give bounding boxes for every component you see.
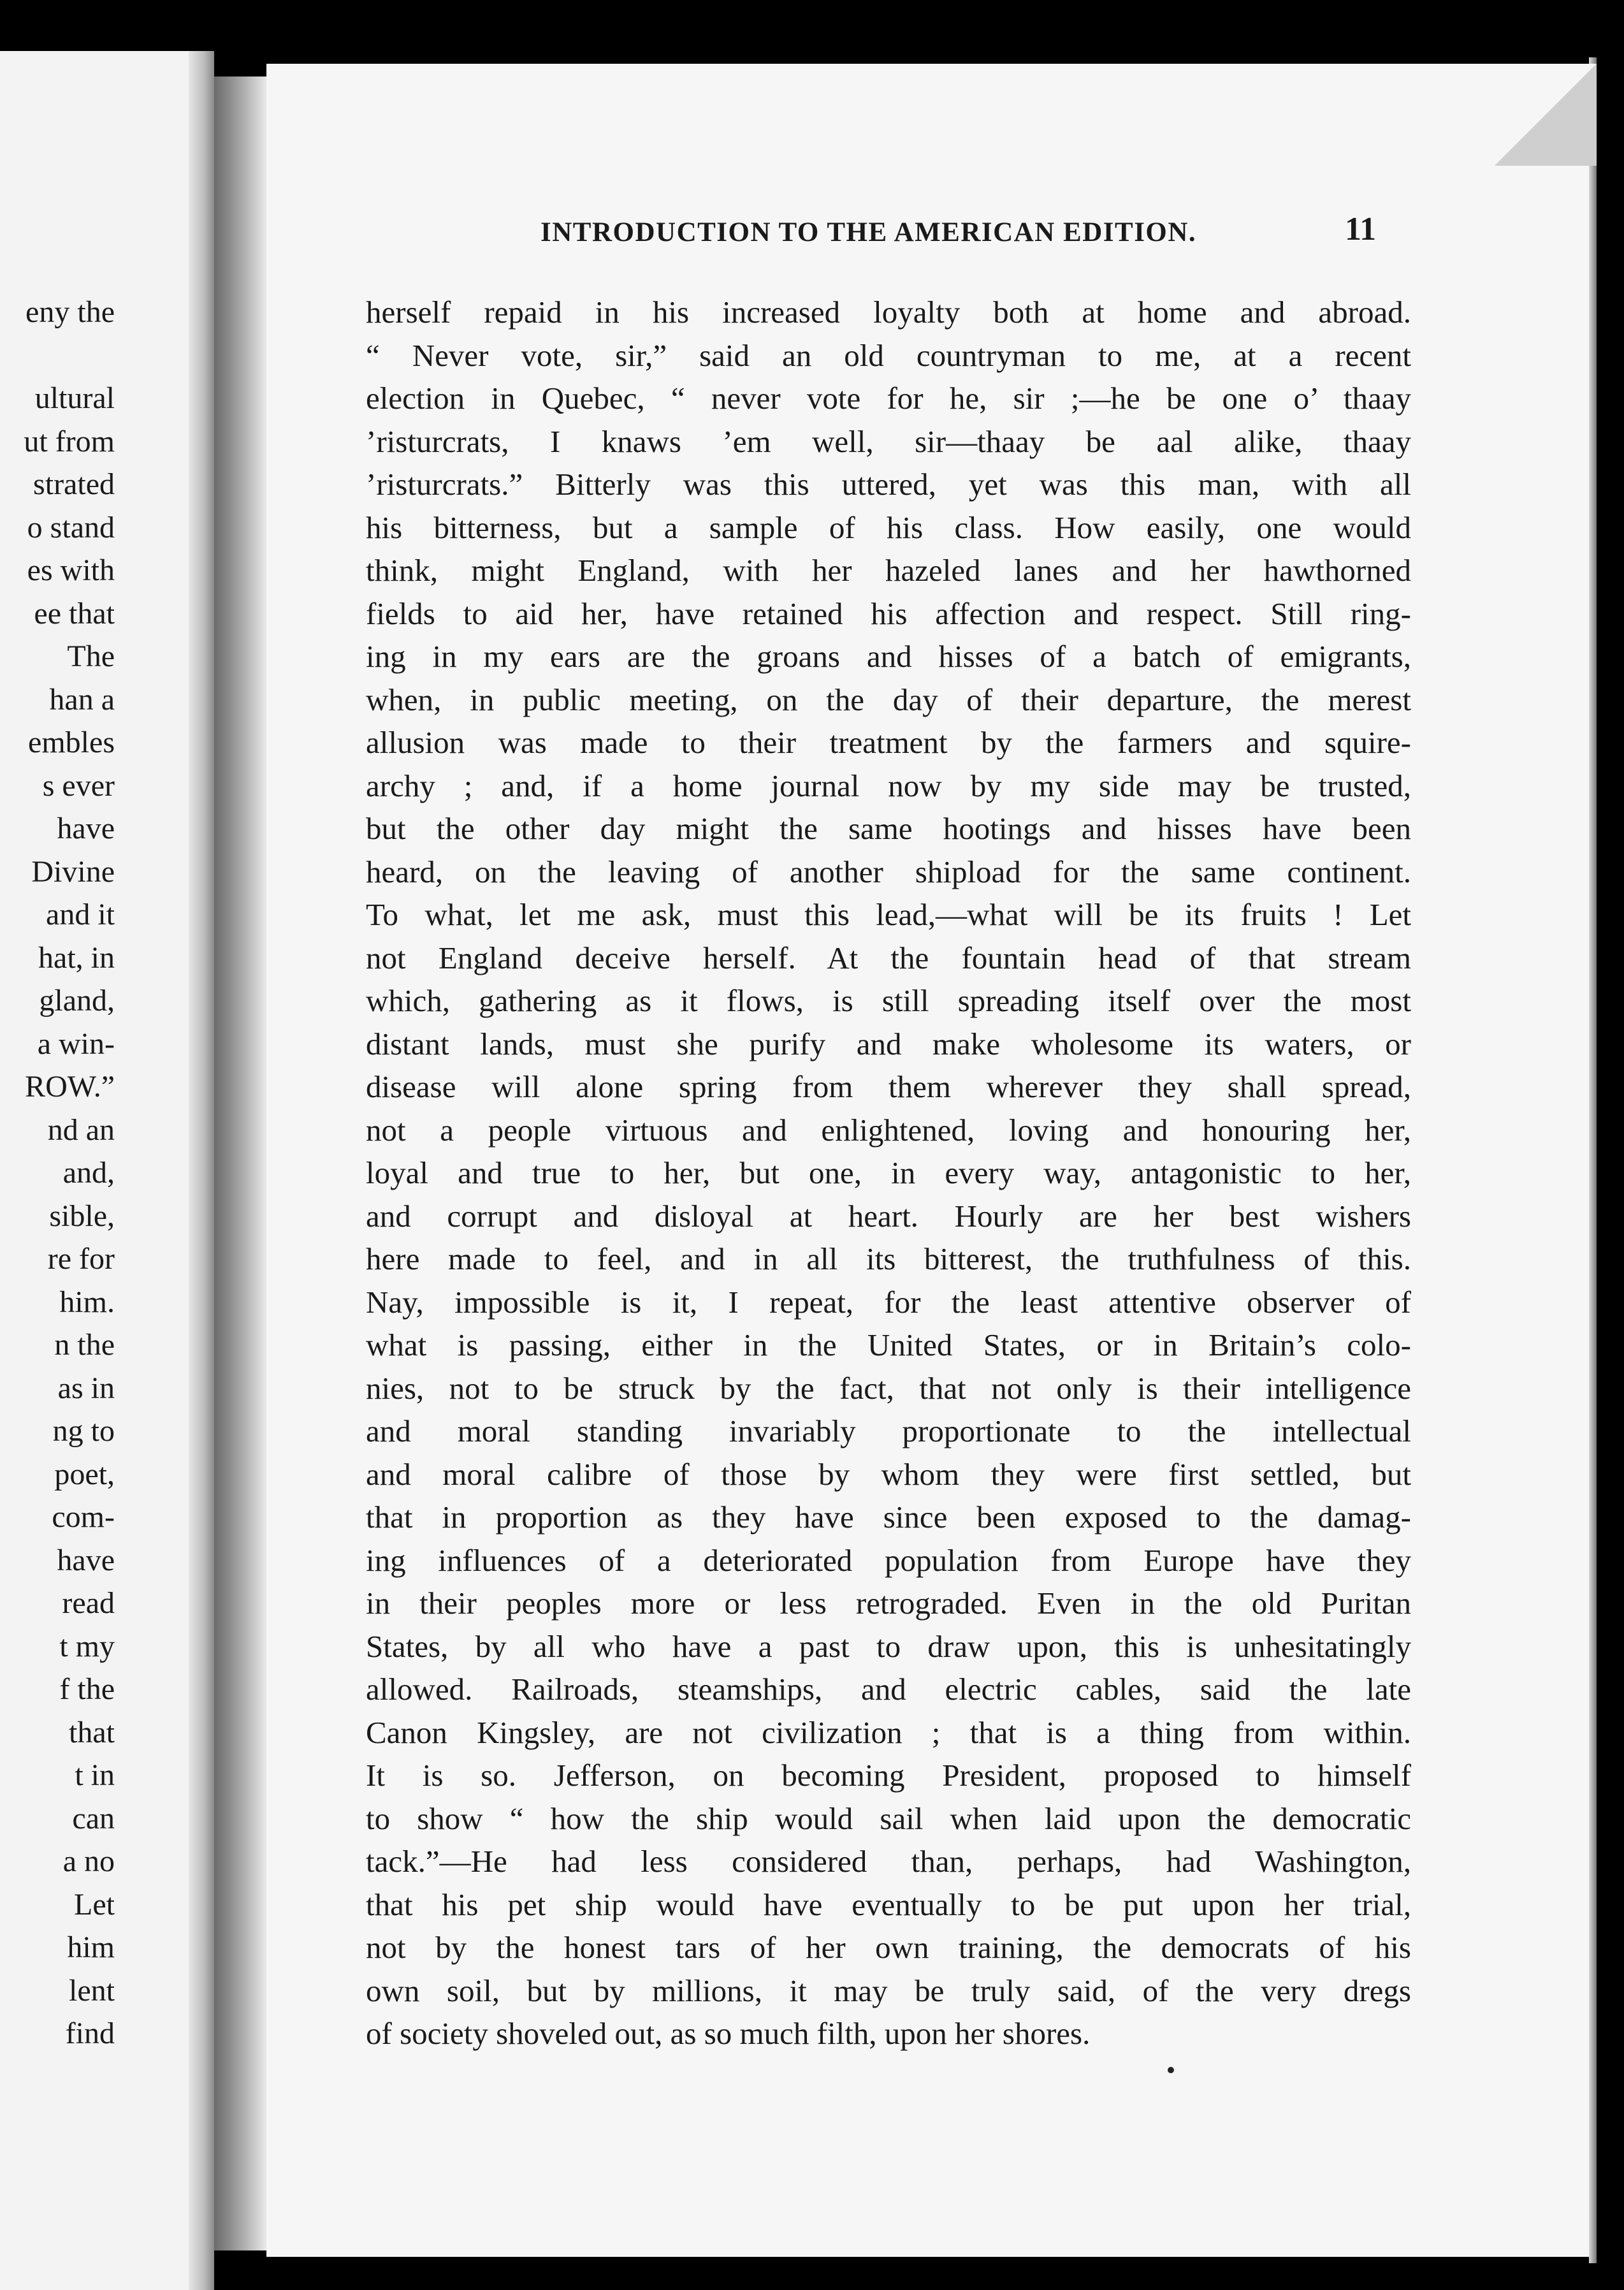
text-line: It is so. Jefferson, on becoming President, proposed to himself <box>366 1758 1411 1793</box>
folded-page-corner <box>1495 64 1597 166</box>
text-line: disease will alone spring from them wherever they shall spread, <box>366 1069 1411 1104</box>
previous-page-fragment: as in <box>57 1371 115 1405</box>
previous-page-fragment: sible, <box>49 1199 115 1233</box>
previous-page-fragment: com- <box>52 1500 115 1534</box>
previous-page-fragment: have <box>57 1543 115 1577</box>
previous-page-fragment: him. <box>59 1285 115 1319</box>
text-line: heard, on the leaving of another shipload for the same continent. <box>366 854 1411 889</box>
previous-page-fragment: read <box>62 1586 115 1620</box>
text-line: but the other day might the same hootings and hisses have been <box>366 811 1411 846</box>
previous-page-fragment: re for <box>47 1242 115 1276</box>
text-line: when, in public meeting, on the day of their departure, the merest <box>366 682 1411 717</box>
text-line: ing influences of a deteriorated population from Europe have they <box>366 1542 1411 1578</box>
previous-page-fragment: have <box>57 812 115 845</box>
text-line: and moral calibre of those by whom they were first settled, but <box>366 1456 1411 1492</box>
previous-page-fragment: and, <box>62 1156 115 1190</box>
text-line: think, might England, with her hazeled lanes and her hawthorned <box>366 553 1411 588</box>
text-line: election in Quebec, “ never vote for he, sir ;—he be one o’ thaay <box>366 381 1411 416</box>
previous-page-fragment: find <box>65 2017 115 2050</box>
text-line: Canon Kingsley, are not civilization ; that is a thing from within. <box>366 1714 1411 1750</box>
previous-page-fragment: a no <box>62 1844 115 1878</box>
text-line: ’risturcrats, I knaws ’em well, sir—thaay be aal alike, thaay <box>366 423 1411 459</box>
previous-page-fragment: ultural <box>34 381 115 415</box>
text-line: allusion was made to their treatment by the farmers and squire- <box>366 725 1411 760</box>
previous-page-fragment: a win- <box>37 1026 115 1061</box>
previous-page-fragment: lent <box>69 1973 115 2008</box>
previous-page-fragment: can <box>72 1801 115 1835</box>
previous-page-fragment: and it <box>46 898 115 931</box>
previous-page-fragment: eny the <box>25 295 115 329</box>
previous-page-fragment: t in <box>75 1758 115 1792</box>
text-line: own soil, but by millions, it may be truly said, of the very dregs <box>366 1973 1411 2008</box>
text-line: here made to feel, and in all its bitterest, the truthfulness of this. <box>366 1241 1411 1276</box>
book-gutter-shadow <box>214 77 268 2250</box>
previous-page-fragment: n the <box>54 1328 115 1362</box>
text-line: that his pet ship would have eventually to be put upon her trial, <box>366 1886 1411 1922</box>
previous-page-fragment: Divine <box>31 854 115 889</box>
text-line: to show “ how the ship would sail when laid upon the democratic <box>366 1800 1411 1836</box>
body-text <box>366 291 1411 2055</box>
text-line: archy ; and, if a home journal now by my side may be trusted, <box>366 768 1411 803</box>
previous-page-fragment: o stand <box>27 510 115 544</box>
previous-page-fragment: ee that <box>34 596 115 631</box>
previous-page-fragment: hat, in <box>38 940 115 975</box>
text-line: in their peoples more or less retrograded. Even in the old Puritan <box>366 1586 1411 1621</box>
previous-page-fragment: ng to <box>52 1414 115 1448</box>
text-line: States, by all who have a past to draw upon, this is unhesitatingly <box>366 1628 1411 1664</box>
text-line: To what, let me ask, must this lead,—what will be its fruits ! Let <box>366 897 1411 932</box>
text-line: nies, not to be struck by the fact, that not only is their intelligence <box>366 1370 1411 1406</box>
text-line: “ Never vote, sir,” said an old countryman to me, at a recent <box>366 337 1411 373</box>
previous-page-fragment: han a <box>49 682 115 717</box>
page-number: 11 <box>1345 211 1377 247</box>
text-line: herself repaid in his increased loyalty both at home and abroad. <box>366 295 1411 330</box>
text-line: not a people virtuous and enlightened, loving and honouring her, <box>366 1112 1411 1148</box>
previous-page-fragment: Let <box>74 1887 115 1922</box>
text-line: distant lands, must she purify and make wholesome its waters, or <box>366 1026 1411 1061</box>
previous-page-fragment: nd an <box>47 1112 115 1147</box>
text-line: fields to aid her, have retained his affection and respect. Still ring- <box>366 595 1411 631</box>
ink-speck <box>1168 2067 1174 2073</box>
previous-page-edge <box>189 51 214 2290</box>
previous-page-fragment: embles <box>28 726 115 759</box>
text-line: Nay, impossible is it, I repeat, for the least attentive observer of <box>366 1284 1411 1320</box>
previous-page-fragment: es with <box>27 553 115 587</box>
previous-page-fragment: gland, <box>39 984 115 1017</box>
text-line: ing in my ears are the groans and hisses of a batch of emigrants, <box>366 639 1411 674</box>
text-line: not by the honest tars of her own training, the democrats of his <box>366 1930 1411 1965</box>
text-line: which, gathering as it flows, is still spreading itself over the most <box>366 983 1411 1018</box>
previous-page-fragment <box>0 334 115 377</box>
text-line: tack.”—He had less considered than, perhaps, had Washington, <box>366 1844 1411 1879</box>
previous-page-fragment: s ever <box>42 768 115 803</box>
text-line: ’risturcrats.” Bitterly was this uttered, yet was this man, with all <box>366 467 1411 502</box>
text-line: and moral standing invariably proportionate to the intellectual <box>366 1413 1411 1448</box>
previous-page-fragment: that <box>69 1715 115 1749</box>
current-page-edge <box>1589 57 1597 2263</box>
previous-page-fragment: him <box>67 1930 115 1964</box>
previous-page-fragment: ut from <box>24 424 115 458</box>
previous-page-fragment: ROW.” <box>25 1070 115 1104</box>
text-line: allowed. Railroads, steamships, and electric cables, said the late <box>366 1672 1411 1707</box>
text-line: not England deceive herself. At the fountain head of that stream <box>366 940 1411 975</box>
previous-page-fragment: f the <box>59 1672 115 1706</box>
running-head: INTRODUCTION TO THE AMERICAN EDITION. <box>540 217 1197 247</box>
previous-page-fragment: poet, <box>54 1457 115 1491</box>
text-line: what is passing, either in the United States, or in Britain’s colo- <box>366 1327 1411 1362</box>
previous-page-fragment: strated <box>33 467 115 501</box>
previous-page-fragment: t my <box>59 1629 115 1663</box>
previous-page-fragment: The <box>67 639 115 673</box>
text-line: of society shoveled out, as so much filth, upon her shores. <box>366 2016 1091 2051</box>
text-line: his bitterness, but a sample of his class. How easily, one would <box>366 509 1411 545</box>
text-line: and corrupt and disloyal at heart. Hourly are her best wishers <box>366 1198 1411 1234</box>
previous-page-text-fragments <box>0 291 115 2055</box>
text-line: loyal and true to her, but one, in every way, antagonistic to her, <box>366 1155 1411 1190</box>
text-line: that in proportion as they have since been exposed to the damag- <box>366 1499 1411 1535</box>
